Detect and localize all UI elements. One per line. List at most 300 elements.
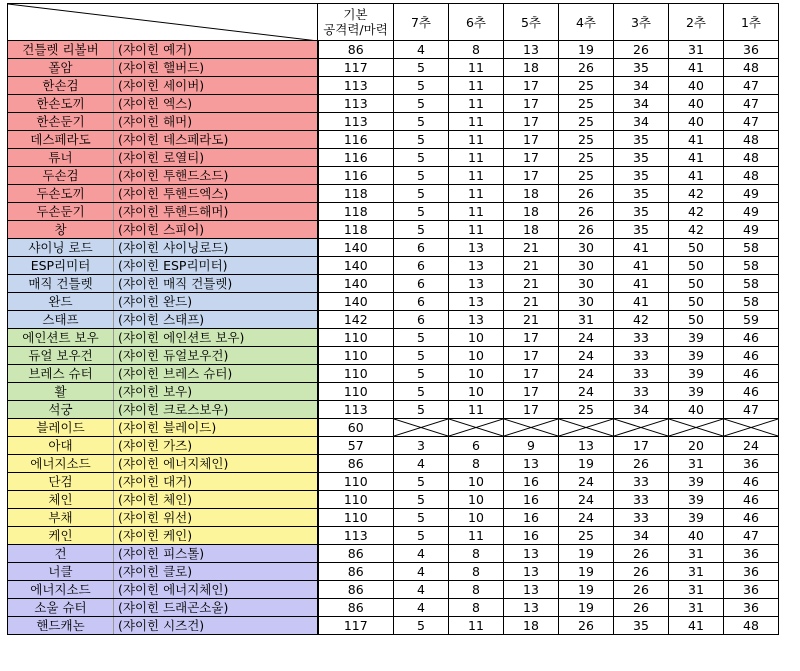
tier-value-cell: 19 <box>559 41 614 59</box>
tier-value-cell: 47 <box>724 527 779 545</box>
table-row <box>8 239 779 257</box>
tier-value-cell: 6 <box>394 257 449 275</box>
tier-value-cell: 21 <box>504 311 559 329</box>
tier-header: 1추 <box>724 4 779 41</box>
tier-value-cell: 58 <box>724 275 779 293</box>
tier-value-cell: 16 <box>504 473 559 491</box>
tier-value-cell: 11 <box>449 617 504 635</box>
base-stat-cell: 110 <box>318 491 394 509</box>
item-name-cell: (쟈이힌 체인) <box>114 491 318 509</box>
tier-value-cell: 30 <box>559 293 614 311</box>
tier-value-cell: 21 <box>504 239 559 257</box>
base-label-line1: 기본 <box>343 7 368 22</box>
tier-value-cell: 21 <box>504 257 559 275</box>
base-stat-cell: 110 <box>318 383 394 401</box>
tier-value-cell: 13 <box>559 437 614 455</box>
item-name-cell: (쟈이힌 스피어) <box>114 221 318 239</box>
tier-value-cell: 9 <box>504 437 559 455</box>
tier-value-cell: 26 <box>614 599 669 617</box>
tier-value-cell: 41 <box>614 275 669 293</box>
tier-value-cell: 19 <box>559 581 614 599</box>
tier-header: 3추 <box>614 4 669 41</box>
item-name-cell: (쟈이힌 로열티) <box>114 149 318 167</box>
tier-value-cell: 24 <box>559 365 614 383</box>
tier-value-cell: 49 <box>724 221 779 239</box>
table-row <box>8 275 779 293</box>
table-row <box>8 203 779 221</box>
tier-value-cell: 3 <box>394 437 449 455</box>
weapon-type-cell: 샤이닝 로드 <box>8 239 114 257</box>
tier-value-cell: 16 <box>504 491 559 509</box>
item-name-cell: (쟈이힌 샤이닝로드) <box>114 239 318 257</box>
item-name-cell: (쟈이힌 보우) <box>114 383 318 401</box>
tier-value-cell: 33 <box>614 329 669 347</box>
tier-value-cell: 10 <box>449 329 504 347</box>
item-name-cell: (쟈이힌 ESP리미터) <box>114 257 318 275</box>
base-stat-cell: 117 <box>318 617 394 635</box>
tier-value-cell: 13 <box>504 41 559 59</box>
table-body <box>8 41 779 635</box>
weapon-type-cell: 폴암 <box>8 59 114 77</box>
empty-tier-cell <box>614 419 669 437</box>
tier-value-cell: 16 <box>504 509 559 527</box>
tier-value-cell: 39 <box>669 491 724 509</box>
base-stat-cell: 142 <box>318 311 394 329</box>
tier-value-cell: 10 <box>449 491 504 509</box>
item-name-cell: (쟈이힌 세이버) <box>114 77 318 95</box>
cross-mark <box>504 419 558 436</box>
weapon-type-cell: 한손검 <box>8 77 114 95</box>
weapon-type-cell: 한손도끼 <box>8 95 114 113</box>
tier-value-cell: 11 <box>449 113 504 131</box>
tier-value-cell: 8 <box>449 545 504 563</box>
weapon-type-cell: 소울 슈터 <box>8 599 114 617</box>
base-stat-cell: 110 <box>318 509 394 527</box>
base-stat-cell: 113 <box>318 113 394 131</box>
tier-value-cell: 25 <box>559 167 614 185</box>
tier-value-cell: 6 <box>394 293 449 311</box>
base-stat-cell: 110 <box>318 347 394 365</box>
tier-value-cell: 10 <box>449 383 504 401</box>
table-row <box>8 347 779 365</box>
tier-value-cell: 31 <box>669 455 724 473</box>
tier-value-cell: 48 <box>724 131 779 149</box>
tier-value-cell: 17 <box>504 365 559 383</box>
tier-value-cell: 25 <box>559 401 614 419</box>
tier-value-cell: 17 <box>504 113 559 131</box>
weapon-type-cell: 아대 <box>8 437 114 455</box>
tier-value-cell: 4 <box>394 455 449 473</box>
weapon-type-cell: 에인션트 보우 <box>8 329 114 347</box>
tier-value-cell: 11 <box>449 527 504 545</box>
corner-cell <box>8 4 318 41</box>
tier-value-cell: 18 <box>504 221 559 239</box>
tier-value-cell: 58 <box>724 257 779 275</box>
weapon-type-cell: 체인 <box>8 491 114 509</box>
tier-value-cell: 13 <box>504 599 559 617</box>
tier-value-cell: 5 <box>394 401 449 419</box>
empty-tier-cell <box>559 419 614 437</box>
weapon-type-cell: 창 <box>8 221 114 239</box>
tier-value-cell: 42 <box>669 185 724 203</box>
tier-value-cell: 34 <box>614 527 669 545</box>
weapon-type-cell: 석궁 <box>8 401 114 419</box>
tier-value-cell: 17 <box>504 401 559 419</box>
tier-value-cell: 31 <box>669 545 724 563</box>
tier-value-cell: 39 <box>669 365 724 383</box>
tier-value-cell: 42 <box>614 311 669 329</box>
tier-value-cell: 11 <box>449 77 504 95</box>
table-row <box>8 293 779 311</box>
tier-value-cell: 48 <box>724 149 779 167</box>
base-label-line2: 공격력/마력 <box>323 22 388 37</box>
base-stat-cell: 118 <box>318 203 394 221</box>
tier-value-cell: 46 <box>724 347 779 365</box>
tier-value-cell: 5 <box>394 131 449 149</box>
table-row <box>8 527 779 545</box>
item-name-cell: (쟈이힌 크로스보우) <box>114 401 318 419</box>
item-name-cell: (쟈이힌 시즈건) <box>114 617 318 635</box>
tier-value-cell: 11 <box>449 167 504 185</box>
tier-value-cell: 13 <box>449 275 504 293</box>
cross-mark <box>614 419 668 436</box>
tier-value-cell: 5 <box>394 383 449 401</box>
tier-value-cell: 26 <box>614 563 669 581</box>
tier-value-cell: 34 <box>614 95 669 113</box>
tier-value-cell: 8 <box>449 581 504 599</box>
tier-value-cell: 33 <box>614 365 669 383</box>
tier-value-cell: 33 <box>614 473 669 491</box>
tier-header: 4추 <box>559 4 614 41</box>
table-row <box>8 221 779 239</box>
tier-value-cell: 25 <box>559 527 614 545</box>
base-stat-cell: 118 <box>318 185 394 203</box>
table-row <box>8 509 779 527</box>
tier-value-cell: 11 <box>449 401 504 419</box>
tier-value-cell: 35 <box>614 167 669 185</box>
tier-value-cell: 13 <box>504 545 559 563</box>
weapon-type-cell: 두손둔기 <box>8 203 114 221</box>
tier-value-cell: 30 <box>559 257 614 275</box>
tier-value-cell: 25 <box>559 149 614 167</box>
tier-value-cell: 50 <box>669 239 724 257</box>
tier-value-cell: 17 <box>504 95 559 113</box>
tier-value-cell: 36 <box>724 599 779 617</box>
base-stat-header <box>318 4 394 41</box>
item-name-cell: (쟈이힌 에인션트 보우) <box>114 329 318 347</box>
tier-value-cell: 41 <box>669 131 724 149</box>
base-stat-cell: 116 <box>318 149 394 167</box>
tier-value-cell: 40 <box>669 401 724 419</box>
weapon-stat-table <box>7 3 779 635</box>
item-name-cell: (쟈이힌 에너지체인) <box>114 581 318 599</box>
tier-value-cell: 34 <box>614 77 669 95</box>
tier-value-cell: 13 <box>504 455 559 473</box>
table-row <box>8 113 779 131</box>
tier-value-cell: 10 <box>449 473 504 491</box>
tier-value-cell: 26 <box>614 41 669 59</box>
tier-value-cell: 35 <box>614 221 669 239</box>
tier-value-cell: 47 <box>724 77 779 95</box>
item-name-cell: (쟈이힌 해머) <box>114 113 318 131</box>
tier-value-cell: 36 <box>724 455 779 473</box>
tier-value-cell: 41 <box>614 239 669 257</box>
weapon-type-cell: 핸드캐논 <box>8 617 114 635</box>
tier-value-cell: 26 <box>614 455 669 473</box>
base-stat-cell: 110 <box>318 329 394 347</box>
item-name-cell: (쟈이힌 가즈) <box>114 437 318 455</box>
weapon-type-cell: 완드 <box>8 293 114 311</box>
weapon-type-cell: 부채 <box>8 509 114 527</box>
tier-value-cell: 5 <box>394 329 449 347</box>
tier-value-cell: 58 <box>724 239 779 257</box>
tier-value-cell: 35 <box>614 149 669 167</box>
tier-value-cell: 26 <box>559 59 614 77</box>
tier-value-cell: 31 <box>669 581 724 599</box>
table-row <box>8 491 779 509</box>
cross-mark <box>669 419 723 436</box>
tier-value-cell: 34 <box>614 113 669 131</box>
tier-value-cell: 41 <box>614 257 669 275</box>
tier-value-cell: 5 <box>394 95 449 113</box>
base-stat-cell: 113 <box>318 401 394 419</box>
item-name-cell: (쟈이힌 에너지체인) <box>114 455 318 473</box>
item-name-cell: (쟈이힌 대거) <box>114 473 318 491</box>
tier-value-cell: 41 <box>669 167 724 185</box>
tier-value-cell: 30 <box>559 239 614 257</box>
base-stat-cell: 86 <box>318 41 394 59</box>
tier-value-cell: 41 <box>669 59 724 77</box>
tier-value-cell: 40 <box>669 77 724 95</box>
cross-mark <box>449 419 503 436</box>
tier-value-cell: 18 <box>504 59 559 77</box>
tier-value-cell: 39 <box>669 383 724 401</box>
tier-value-cell: 5 <box>394 113 449 131</box>
table-row <box>8 185 779 203</box>
base-stat-cell: 140 <box>318 239 394 257</box>
tier-value-cell: 46 <box>724 383 779 401</box>
item-name-cell: (쟈이힌 엑스) <box>114 95 318 113</box>
item-name-cell: (쟈이힌 피스톨) <box>114 545 318 563</box>
tier-value-cell: 8 <box>449 41 504 59</box>
tier-value-cell: 17 <box>504 149 559 167</box>
tier-value-cell: 49 <box>724 185 779 203</box>
weapon-type-cell: 데스페라도 <box>8 131 114 149</box>
tier-value-cell: 5 <box>394 473 449 491</box>
weapon-type-cell: 스태프 <box>8 311 114 329</box>
tier-value-cell: 17 <box>504 347 559 365</box>
item-name-cell: (쟈이힌 완드) <box>114 293 318 311</box>
tier-value-cell: 33 <box>614 383 669 401</box>
tier-value-cell: 13 <box>449 311 504 329</box>
empty-tier-cell <box>724 419 779 437</box>
tier-value-cell: 36 <box>724 581 779 599</box>
empty-tier-cell <box>504 419 559 437</box>
tier-value-cell: 4 <box>394 545 449 563</box>
tier-value-cell: 50 <box>669 275 724 293</box>
tier-value-cell: 13 <box>449 257 504 275</box>
table-row <box>8 329 779 347</box>
tier-value-cell: 17 <box>504 383 559 401</box>
table-row <box>8 149 779 167</box>
tier-value-cell: 17 <box>504 131 559 149</box>
item-name-cell: (쟈이힌 케인) <box>114 527 318 545</box>
table-row <box>8 59 779 77</box>
tier-value-cell: 6 <box>394 239 449 257</box>
tier-value-cell: 5 <box>394 167 449 185</box>
tier-value-cell: 11 <box>449 185 504 203</box>
base-stat-cell: 86 <box>318 581 394 599</box>
tier-value-cell: 48 <box>724 167 779 185</box>
tier-value-cell: 58 <box>724 293 779 311</box>
table-row <box>8 581 779 599</box>
table-row <box>8 599 779 617</box>
base-stat-cell: 60 <box>318 419 394 437</box>
tier-value-cell: 4 <box>394 599 449 617</box>
empty-tier-cell <box>394 419 449 437</box>
item-name-cell: (쟈이힌 브레스 슈터) <box>114 365 318 383</box>
tier-value-cell: 10 <box>449 347 504 365</box>
tier-value-cell: 17 <box>614 437 669 455</box>
tier-value-cell: 40 <box>669 95 724 113</box>
tier-value-cell: 5 <box>394 149 449 167</box>
table-row <box>8 473 779 491</box>
tier-value-cell: 41 <box>669 617 724 635</box>
tier-value-cell: 25 <box>559 95 614 113</box>
item-name-cell: (쟈이힌 핼버드) <box>114 59 318 77</box>
weapon-type-cell: 건틀렛 리볼버 <box>8 41 114 59</box>
base-stat-cell: 117 <box>318 59 394 77</box>
tier-value-cell: 21 <box>504 275 559 293</box>
tier-value-cell: 10 <box>449 509 504 527</box>
header-row <box>8 4 779 41</box>
item-name-cell: (쟈이힌 스태프) <box>114 311 318 329</box>
base-stat-cell: 140 <box>318 275 394 293</box>
tier-value-cell: 13 <box>449 239 504 257</box>
item-name-cell: (쟈이힌 예거) <box>114 41 318 59</box>
empty-tier-cell <box>449 419 504 437</box>
item-name-cell: (쟈이힌 투핸드엑스) <box>114 185 318 203</box>
tier-value-cell: 31 <box>669 563 724 581</box>
tier-value-cell: 35 <box>614 59 669 77</box>
base-stat-cell: 110 <box>318 473 394 491</box>
tier-value-cell: 36 <box>724 563 779 581</box>
base-stat-cell: 140 <box>318 257 394 275</box>
tier-value-cell: 16 <box>504 527 559 545</box>
base-stat-cell: 113 <box>318 527 394 545</box>
table-row <box>8 401 779 419</box>
tier-value-cell: 5 <box>394 347 449 365</box>
weapon-type-cell: 블레이드 <box>8 419 114 437</box>
tier-value-cell: 20 <box>669 437 724 455</box>
item-name-cell: (쟈이힌 투핸드소드) <box>114 167 318 185</box>
table-row <box>8 257 779 275</box>
tier-value-cell: 48 <box>724 617 779 635</box>
tier-value-cell: 11 <box>449 203 504 221</box>
weapon-type-cell: 단검 <box>8 473 114 491</box>
item-name-cell: (쟈이힌 위선) <box>114 509 318 527</box>
tier-header: 5추 <box>504 4 559 41</box>
weapon-type-cell: 활 <box>8 383 114 401</box>
tier-value-cell: 5 <box>394 203 449 221</box>
tier-value-cell: 26 <box>614 545 669 563</box>
tier-value-cell: 19 <box>559 545 614 563</box>
table-row <box>8 95 779 113</box>
tier-value-cell: 18 <box>504 617 559 635</box>
tier-value-cell: 35 <box>614 617 669 635</box>
tier-value-cell: 24 <box>559 383 614 401</box>
tier-value-cell: 35 <box>614 185 669 203</box>
tier-value-cell: 11 <box>449 95 504 113</box>
tier-value-cell: 6 <box>394 311 449 329</box>
diagonal-line <box>8 4 318 41</box>
weapon-type-cell: ESP리미터 <box>8 257 114 275</box>
base-stat-cell: 110 <box>318 365 394 383</box>
tier-value-cell: 5 <box>394 617 449 635</box>
tier-value-cell: 6 <box>394 275 449 293</box>
weapon-type-cell: 건 <box>8 545 114 563</box>
tier-value-cell: 13 <box>504 581 559 599</box>
tier-value-cell: 40 <box>669 113 724 131</box>
tier-value-cell: 47 <box>724 113 779 131</box>
table-row <box>8 617 779 635</box>
tier-value-cell: 47 <box>724 95 779 113</box>
table-row <box>8 131 779 149</box>
tier-value-cell: 18 <box>504 185 559 203</box>
base-stat-cell: 113 <box>318 95 394 113</box>
item-name-cell: (쟈이힌 데스페라도) <box>114 131 318 149</box>
tier-value-cell: 24 <box>559 347 614 365</box>
tier-value-cell: 47 <box>724 401 779 419</box>
tier-value-cell: 50 <box>669 257 724 275</box>
weapon-type-cell: 케인 <box>8 527 114 545</box>
weapon-type-cell: 두손도끼 <box>8 185 114 203</box>
tier-value-cell: 11 <box>449 59 504 77</box>
weapon-type-cell: 에너지소드 <box>8 581 114 599</box>
table-row <box>8 419 779 437</box>
tier-value-cell: 26 <box>614 581 669 599</box>
base-stat-cell: 86 <box>318 599 394 617</box>
tier-value-cell: 10 <box>449 365 504 383</box>
item-name-cell: (쟈이힌 드래곤소울) <box>114 599 318 617</box>
base-stat-cell: 86 <box>318 563 394 581</box>
tier-value-cell: 31 <box>559 311 614 329</box>
tier-value-cell: 17 <box>504 167 559 185</box>
tier-value-cell: 26 <box>559 203 614 221</box>
tier-header: 2추 <box>669 4 724 41</box>
item-name-cell: (쟈이힌 투핸드해머) <box>114 203 318 221</box>
tier-value-cell: 42 <box>669 203 724 221</box>
tier-value-cell: 31 <box>669 599 724 617</box>
tier-value-cell: 59 <box>724 311 779 329</box>
tier-value-cell: 5 <box>394 77 449 95</box>
tier-value-cell: 33 <box>614 491 669 509</box>
tier-value-cell: 35 <box>614 131 669 149</box>
cross-mark <box>559 419 613 436</box>
tier-value-cell: 4 <box>394 563 449 581</box>
tier-value-cell: 26 <box>559 185 614 203</box>
base-stat-cell: 140 <box>318 293 394 311</box>
tier-value-cell: 24 <box>559 509 614 527</box>
table-row <box>8 437 779 455</box>
tier-value-cell: 11 <box>449 221 504 239</box>
weapon-type-cell: 매직 건틀렛 <box>8 275 114 293</box>
tier-value-cell: 5 <box>394 185 449 203</box>
weapon-type-cell: 에너지소드 <box>8 455 114 473</box>
tier-value-cell: 46 <box>724 329 779 347</box>
tier-value-cell: 30 <box>559 275 614 293</box>
tier-value-cell: 17 <box>504 329 559 347</box>
